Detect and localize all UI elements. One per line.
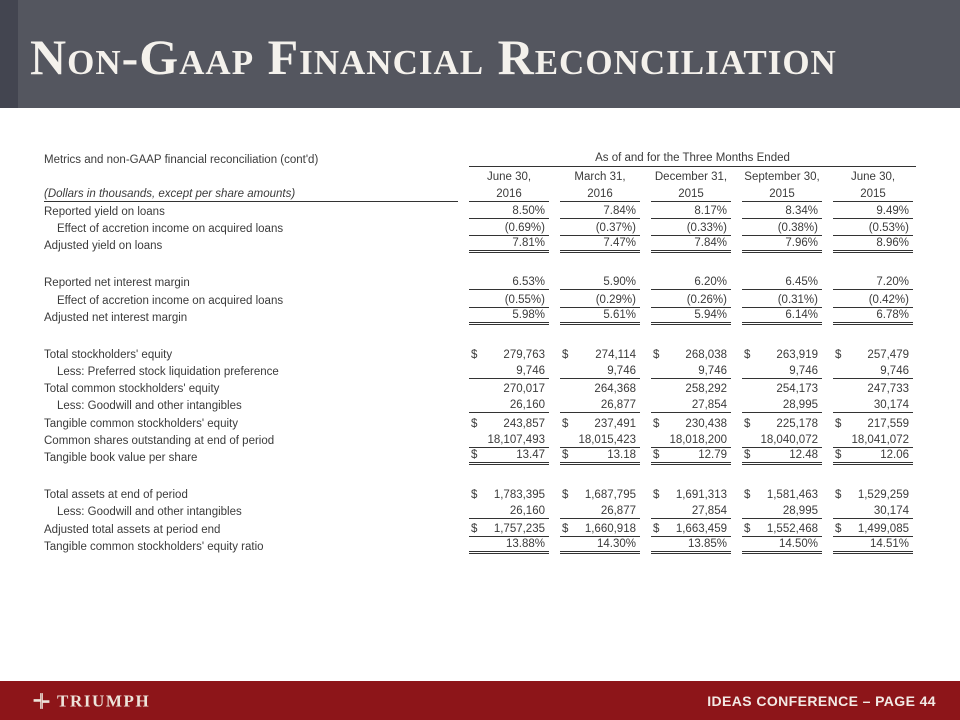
dollar-sign: $ xyxy=(744,522,751,535)
value-number: 1,783,395 xyxy=(493,489,545,502)
value-number: 237,491 xyxy=(594,417,636,430)
value-cell: 7.81% xyxy=(469,236,549,253)
value-number: 1,687,795 xyxy=(584,489,636,502)
column-header: June 30, xyxy=(850,171,896,184)
value-number: 274,114 xyxy=(595,348,636,361)
value-cell: 13.85% xyxy=(651,537,731,554)
row-label: Tangible common stockholders' equity ratio xyxy=(44,540,264,553)
value-cell: 28,995 xyxy=(742,504,822,519)
value-cell: 7.84% xyxy=(651,236,731,253)
value-number: 257,479 xyxy=(867,348,909,361)
value-cell: 8.34% xyxy=(742,204,822,219)
dollar-sign: $ xyxy=(835,489,842,502)
dollar-sign: $ xyxy=(471,489,478,502)
value-cell: (0.55%) xyxy=(469,293,549,308)
value-number: 217,559 xyxy=(867,417,909,430)
dollar-sign: $ xyxy=(562,449,569,461)
dollar-sign: $ xyxy=(835,449,842,461)
value-number: 1,499,085 xyxy=(857,522,909,535)
table-row xyxy=(44,431,916,448)
value-cell xyxy=(560,488,640,502)
row-label: Common shares outstanding at end of period xyxy=(44,434,275,447)
value-cell: 27,854 xyxy=(651,398,731,413)
section-separator xyxy=(44,253,916,273)
value-number: 13.47 xyxy=(516,449,545,461)
value-cell: 264,368 xyxy=(594,383,636,396)
value-cell: 7.47% xyxy=(560,236,640,253)
column-header-year: 2015 xyxy=(742,187,822,202)
value-cell xyxy=(469,522,549,537)
value-cell xyxy=(833,522,913,537)
table-row xyxy=(44,485,916,502)
dollar-sign: $ xyxy=(653,489,660,502)
value-cell: 254,173 xyxy=(776,383,818,396)
value-cell: 270,017 xyxy=(503,383,545,396)
column-header-year: 2016 xyxy=(560,187,640,202)
value-cell: 18,040,072 xyxy=(742,433,822,448)
value-cell: 18,041,072 xyxy=(833,433,913,448)
row-label: Total stockholders' equity xyxy=(44,348,173,361)
slide-footer xyxy=(0,681,960,720)
value-cell: 18,018,200 xyxy=(651,433,731,448)
table-row xyxy=(44,379,916,396)
value-cell: (0.26%) xyxy=(651,293,731,308)
value-number: 268,038 xyxy=(685,348,727,361)
value-number: 1,660,918 xyxy=(584,522,636,535)
value-cell xyxy=(742,417,822,431)
row-label: Reported net interest margin xyxy=(44,277,190,290)
dollar-sign: $ xyxy=(653,449,660,461)
column-header-year: 2015 xyxy=(833,187,913,202)
value-cell: 9,746 xyxy=(560,364,640,379)
value-cell: 30,174 xyxy=(833,504,913,519)
slide-title: Non-Gaap Financial Reconciliation xyxy=(30,29,837,85)
section-separator xyxy=(44,325,916,345)
value-number: 1,663,459 xyxy=(675,522,727,535)
table-row xyxy=(44,537,916,554)
value-number: 13.18 xyxy=(607,449,636,461)
dollar-sign: $ xyxy=(471,348,478,361)
dollar-sign: $ xyxy=(562,348,569,361)
row-label: Effect of accretion income on acquired loans xyxy=(57,222,284,235)
column-header: March 31, xyxy=(574,171,626,184)
value-cell: 6.14% xyxy=(742,308,822,325)
row-label: Adjusted yield on loans xyxy=(44,240,163,253)
table-left-header: Metrics and non-GAAP financial reconciliation (cont'd) xyxy=(44,154,319,167)
value-cell xyxy=(469,448,549,465)
brand-name: TRIUMPH xyxy=(57,691,151,710)
value-cell: 7.84% xyxy=(560,204,640,219)
value-cell: 8.17% xyxy=(651,204,731,219)
value-cell: 27,854 xyxy=(651,504,731,519)
value-cell: (0.38%) xyxy=(742,221,822,236)
table-row xyxy=(44,202,916,219)
value-cell xyxy=(742,348,822,362)
table-row xyxy=(44,413,916,430)
table-row xyxy=(44,448,916,465)
value-cell: 7.20% xyxy=(833,275,913,290)
value-cell: 9,746 xyxy=(469,364,549,379)
value-cell: (0.69%) xyxy=(469,221,549,236)
value-cell: 18,107,493 xyxy=(469,433,549,448)
row-label: Total common stockholders' equity xyxy=(44,383,220,396)
value-cell xyxy=(560,348,640,362)
value-cell: 5.61% xyxy=(560,308,640,325)
value-cell: 13.88% xyxy=(469,537,549,554)
table-row xyxy=(44,219,916,236)
value-cell: 14.50% xyxy=(742,537,822,554)
dollar-sign: $ xyxy=(471,449,478,461)
value-number: 12.79 xyxy=(698,449,727,461)
table-years-row xyxy=(44,184,916,201)
dollar-sign: $ xyxy=(653,348,660,361)
value-cell xyxy=(560,448,640,465)
dollar-sign: $ xyxy=(744,417,751,430)
value-cell: 258,292 xyxy=(685,383,727,396)
value-cell: 7.96% xyxy=(742,236,822,253)
value-cell: 14.30% xyxy=(560,537,640,554)
value-cell xyxy=(651,522,731,537)
value-cell: 26,877 xyxy=(560,504,640,519)
value-number: 1,691,313 xyxy=(675,489,727,502)
value-cell: 6.20% xyxy=(651,275,731,290)
dollar-sign: $ xyxy=(835,417,842,430)
value-cell: 9,746 xyxy=(833,364,913,379)
value-cell xyxy=(651,348,731,362)
value-cell xyxy=(469,348,549,362)
value-cell xyxy=(833,488,913,502)
row-label: Less: Goodwill and other intangibles xyxy=(57,400,242,413)
column-header-year: 2016 xyxy=(469,187,549,202)
header-accent-bar xyxy=(0,0,18,108)
value-cell: 6.78% xyxy=(833,308,913,325)
row-label: Less: Goodwill and other intangibles xyxy=(57,506,242,519)
value-cell xyxy=(651,417,731,431)
value-number: 279,763 xyxy=(503,348,545,361)
table-row xyxy=(44,502,916,519)
column-header-year: 2015 xyxy=(651,187,731,202)
section-separator xyxy=(44,465,916,485)
value-cell xyxy=(469,417,549,431)
table-dates-row xyxy=(44,167,916,184)
value-cell xyxy=(742,522,822,537)
value-cell: 8.96% xyxy=(833,236,913,253)
value-cell: 5.94% xyxy=(651,308,731,325)
value-number: 230,438 xyxy=(685,417,727,430)
dollar-sign: $ xyxy=(562,522,569,535)
value-cell xyxy=(651,488,731,502)
value-cell: (0.33%) xyxy=(651,221,731,236)
value-cell: 6.53% xyxy=(469,275,549,290)
value-cell: 247,733 xyxy=(867,383,909,396)
row-label: Tangible common stockholders' equity xyxy=(44,417,238,430)
value-cell: (0.31%) xyxy=(742,293,822,308)
value-cell: 28,995 xyxy=(742,398,822,413)
value-cell xyxy=(560,417,640,431)
table-row xyxy=(44,362,916,379)
financial-reconciliation-table xyxy=(44,150,916,554)
dollar-sign: $ xyxy=(744,489,751,502)
table-row xyxy=(44,290,916,307)
slide-header xyxy=(0,0,960,108)
value-cell: 26,160 xyxy=(469,504,549,519)
value-cell: 6.45% xyxy=(742,275,822,290)
value-cell: 26,877 xyxy=(560,398,640,413)
dollar-sign: $ xyxy=(653,522,660,535)
row-label: Tangible book value per share xyxy=(44,452,198,464)
dollar-sign: $ xyxy=(744,348,751,361)
value-cell xyxy=(833,448,913,465)
value-number: 1,529,259 xyxy=(857,489,909,502)
value-cell: 9.49% xyxy=(833,204,913,219)
table-row xyxy=(44,308,916,325)
units-note: (Dollars in thousands, except per share amounts) xyxy=(44,187,458,202)
value-cell: 9,746 xyxy=(742,364,822,379)
value-cell: (0.53%) xyxy=(833,221,913,236)
row-label: Total assets at end of period xyxy=(44,489,188,502)
column-header: September 30, xyxy=(744,171,820,184)
table-row xyxy=(44,519,916,536)
value-cell xyxy=(833,348,913,362)
value-cell: 9,746 xyxy=(651,364,731,379)
value-number: 12.48 xyxy=(789,449,818,461)
dollar-sign: $ xyxy=(471,522,478,535)
value-cell xyxy=(469,488,549,502)
value-cell xyxy=(742,448,822,465)
value-cell: 26,160 xyxy=(469,398,549,413)
column-header: June 30, xyxy=(486,171,532,184)
table-header-row xyxy=(44,150,916,167)
value-number: 12.06 xyxy=(880,449,909,461)
value-number: 1,757,235 xyxy=(493,522,545,535)
value-number: 263,919 xyxy=(776,348,818,361)
value-cell: (0.42%) xyxy=(833,293,913,308)
value-number: 1,552,468 xyxy=(766,522,818,535)
table-row xyxy=(44,345,916,362)
value-cell xyxy=(560,522,640,537)
value-cell: (0.29%) xyxy=(560,293,640,308)
value-number: 225,178 xyxy=(776,417,818,430)
value-cell: 14.51% xyxy=(833,537,913,554)
value-cell xyxy=(833,417,913,431)
row-label: Less: Preferred stock liquidation preference xyxy=(57,366,279,379)
fin-table-body xyxy=(44,202,916,554)
table-spanner: As of and for the Three Months Ended xyxy=(469,151,916,167)
value-cell: (0.37%) xyxy=(560,221,640,236)
table-row xyxy=(44,236,916,253)
triumph-logo-icon xyxy=(32,691,51,710)
dollar-sign: $ xyxy=(562,489,569,502)
value-cell: 5.98% xyxy=(469,308,549,325)
brand-lockup xyxy=(32,691,150,710)
value-cell: 30,174 xyxy=(833,398,913,413)
dollar-sign: $ xyxy=(835,522,842,535)
dollar-sign: $ xyxy=(562,417,569,430)
table-row xyxy=(44,273,916,290)
value-number: 1,581,463 xyxy=(766,489,818,502)
table-row xyxy=(44,396,916,413)
value-cell: 5.90% xyxy=(560,275,640,290)
column-header: December 31, xyxy=(654,171,728,184)
dollar-sign: $ xyxy=(471,417,478,430)
value-cell xyxy=(651,448,731,465)
row-label: Effect of accretion income on acquired loans xyxy=(57,294,284,307)
row-label: Adjusted net interest margin xyxy=(44,311,188,324)
row-label: Adjusted total assets at period end xyxy=(44,523,221,536)
value-cell: 8.50% xyxy=(469,204,549,219)
row-label: Reported yield on loans xyxy=(44,205,165,218)
footer-page-label: IDEAS CONFERENCE – PAGE 44 xyxy=(707,692,936,709)
dollar-sign: $ xyxy=(653,417,660,430)
dollar-sign: $ xyxy=(744,449,751,461)
value-cell: 18,015,423 xyxy=(560,433,640,448)
value-number: 243,857 xyxy=(503,417,545,430)
value-cell xyxy=(742,488,822,502)
dollar-sign: $ xyxy=(835,348,842,361)
